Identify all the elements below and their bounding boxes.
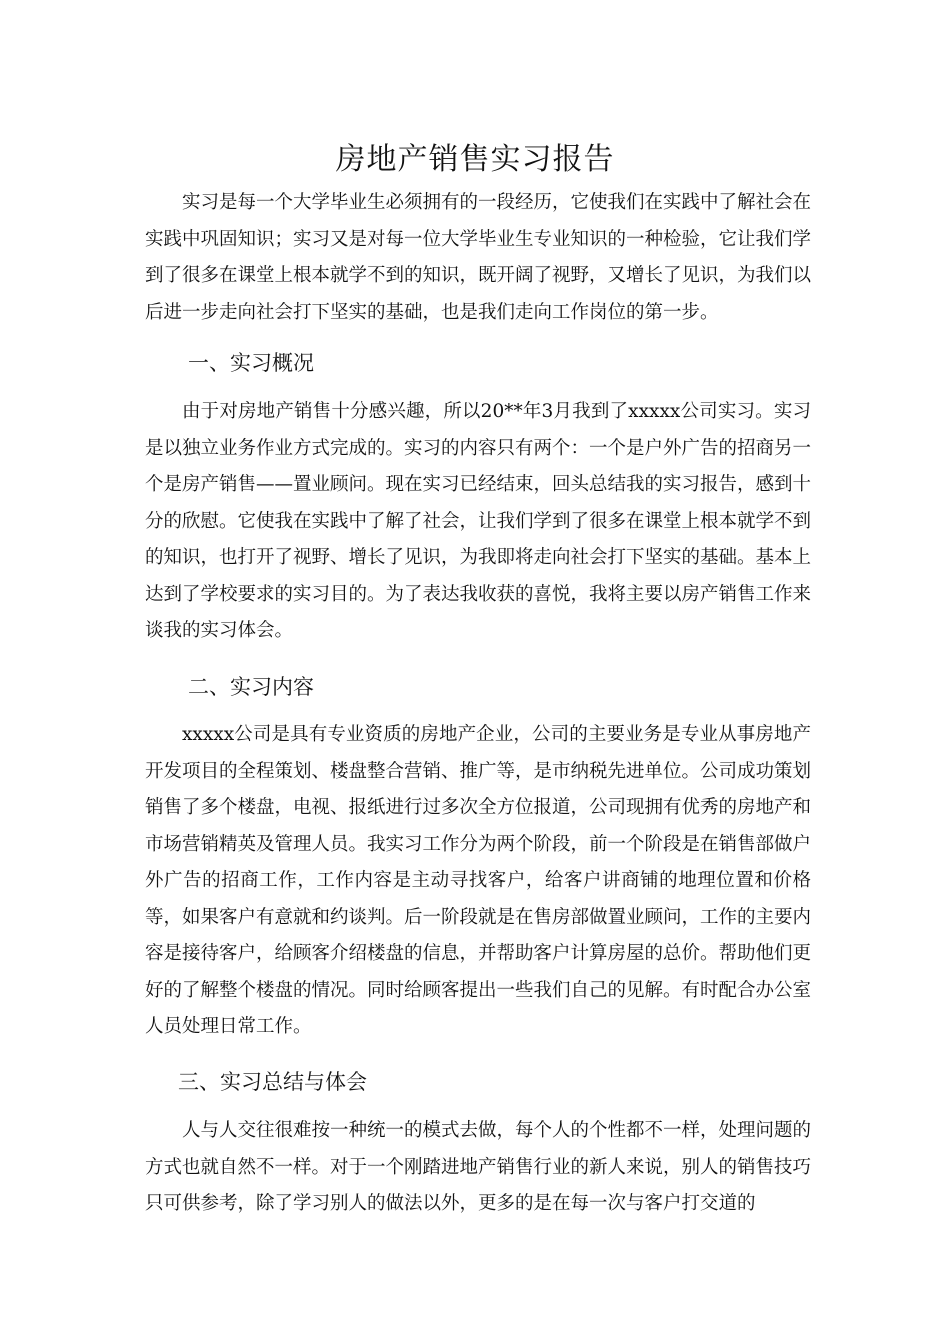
section-heading-content: 二、实习内容 xyxy=(188,675,314,699)
section-heading-summary: 三、实习总结与体会 xyxy=(178,1070,367,1094)
intro-paragraph: 实习是每一个大学毕业生必须拥有的一段经历，它使我们在实践中了解社会在实践中巩固知识；实习又是对每一位大学毕业生专业知识的一种检验，它让我们学到了很多在课堂上根本就学不到的知识，既开阔了视野，又增长了见识，为我们以后进一步走向社会打下坚实的基础，也是我们走向工作岗位的第一步。 xyxy=(145,192,812,323)
section-body-overview: 由于对房地产销售十分感兴趣，所以20**年3月我到了xxxxx公司实习。实习是以独立业务作业方式完成的。实习的内容只有两个：一个是户外广告的招商另一个是房产销售——置业顾问。现在实习已经结束，回头总结我的实习报告，感到十分的欣慰。它使我在实践中了解了社会，让我们学到了很多在课堂上根本就学不到的知识，也打开了视野、增长了见识，为我即将走向社会打下坚实的基础。基本上达到了学校要求的实习目的。为了表达我收获的喜悦，我将主要以房产销售工作来谈我的实习体会。 xyxy=(145,401,812,641)
section-heading-overview: 一、实习概况 xyxy=(188,351,314,375)
section-body-content: xxxxx公司是具有专业资质的房地产企业，公司的主要业务是专业从事房地产开发项目的全程策划、楼盘整合营销、推广等，是市纳税先进单位。公司成功策划销售了多个楼盘，电视、报纸进行过多次全方位报道，公司现拥有优秀的房地产和市场营销精英及管理人员。我实习工作分为两个阶段，前一个阶段是在销售部做户外广告的招商工作，工作内容是主动寻找客户，给客户讲商铺的地理位置和价格等，如果客户有意就和约谈判。后一阶段就是在售房部做置业顾问，工作的主要内容是接待客户，给顾客介绍楼盘的信息，并帮助客户计算房屋的总价。帮助他们更好的了解整个楼盘的情况。同时给顾客提出一些我们自己的见解。有时配合办公室人员处理日常工作。 xyxy=(145,724,812,1037)
document-title: 房地产销售实习报告 xyxy=(335,142,615,177)
section-body-summary: 人与人交往很难按一种统一的模式去做，每个人的个性都不一样，处理问题的方式也就自然不一样。对于一个刚踏进地产销售行业的新人来说，别人的销售技巧只可供参考，除了学习别人的做法以外，更多的是在每一次与客户打交道的 xyxy=(145,1120,812,1214)
